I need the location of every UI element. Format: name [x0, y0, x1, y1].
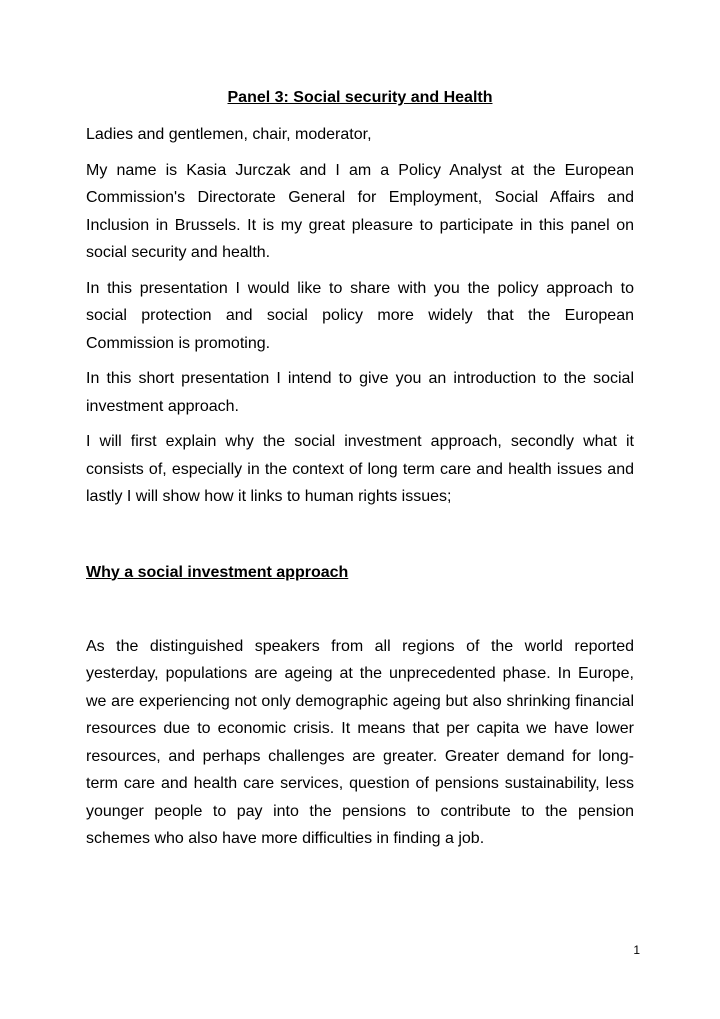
section-heading: Why a social investment approach	[86, 563, 349, 581]
paragraph-policy-approach: In this presentation I would like to share with you the policy approach to social protection and social policy more widely that the European Commission is promoting.	[86, 279, 634, 352]
paragraph-outline: I will first explain why the social investment approach, secondly what it consists of, especially in the context of long term care and health issues and lastly I will show how it links to human rights issues;	[86, 433, 634, 505]
document-title: Panel 3: Social security and Health	[227, 89, 493, 106]
salutation: Ladies and gentlemen, chair, moderator,	[86, 126, 372, 143]
paragraph-ageing-populations: As the distinguished speakers from all regions of the world reported yesterday, populations are ageing at the unprecedented phase. In Europe, we are experiencing not only demographic ageing but also shrinking financial resources due to economic crisis. It means that per capita we have lower resources, and perhaps challenges are greater. Greater demand for long-term care and health care services, question of pensions sustainability, less younger people to pay into the pensions to contribute to the pension schemes who also have more difficulties in finding a job.	[86, 637, 634, 847]
paragraph-short-presentation: In this short presentation I intend to give you an introduction to the social investment approach.	[86, 370, 634, 415]
paragraph-introduction: My name is Kasia Jurczak and I am a Policy Analyst at the European Commission's Directorate General for Employment, Social Affairs and Inclusion in Brussels. It is my great pleasure to participate in this panel on social security and health.	[86, 161, 634, 261]
page-number: 1	[633, 943, 640, 957]
document-page	[86, 84, 634, 861]
